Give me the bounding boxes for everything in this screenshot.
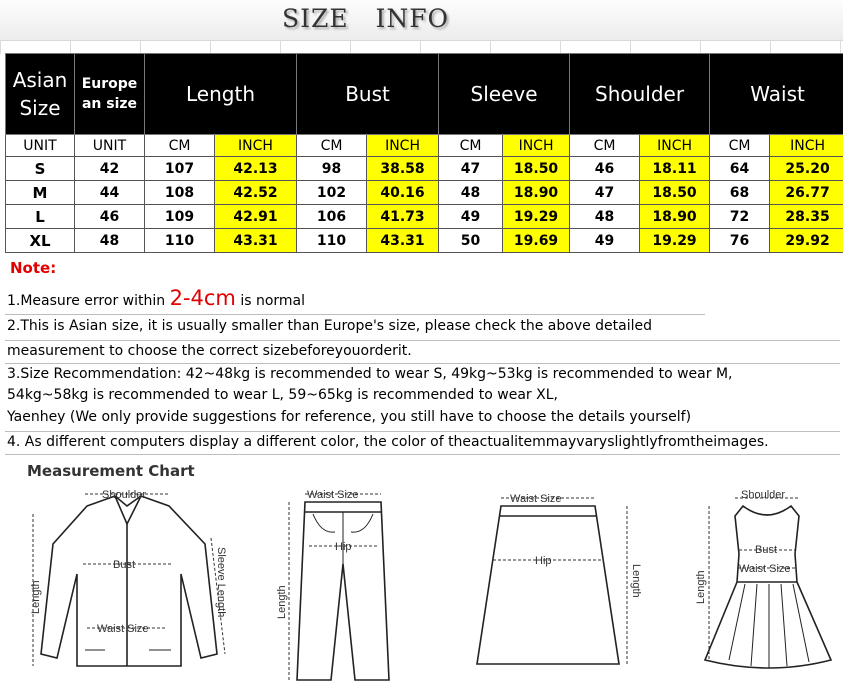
- table-row: [6, 205, 843, 229]
- note-4: 4. As different computers display a different color, the color of theactualitemmayvaryslightlyfromtheimages.: [7, 434, 769, 450]
- size-label: L: [6, 205, 75, 229]
- unit-cell: INCH: [367, 135, 439, 157]
- spreadsheet-gridlines: [0, 40, 843, 54]
- table-row: [6, 157, 843, 181]
- table-cell: 19.29: [503, 205, 570, 229]
- divider: [5, 340, 840, 341]
- europe-size-label-line2: an size: [82, 96, 137, 112]
- table-cell: 42.91: [215, 205, 297, 229]
- table-cell: 109: [145, 205, 215, 229]
- table-cell: 72: [710, 205, 770, 229]
- table-cell: 43.31: [215, 229, 297, 253]
- pants-hip-label: Hip: [335, 541, 352, 553]
- table-cell: 48: [570, 205, 640, 229]
- shoulder-header: Shoulder: [570, 54, 710, 135]
- note-2-line1: 2.This is Asian size, it is usually smaller than Europe's size, please check the above detailed: [7, 318, 652, 334]
- bust-header: Bust: [297, 54, 439, 135]
- size-label: XL: [6, 229, 75, 253]
- dress-bust-label: Bust: [755, 544, 777, 556]
- shirt-shoulder-label: Shoulder: [102, 489, 146, 501]
- table-cell: 25.20: [770, 157, 843, 181]
- dress-length-label: Length: [695, 570, 707, 604]
- unit-cell: INCH: [215, 135, 297, 157]
- unit-cell: INCH: [503, 135, 570, 157]
- table-row: [6, 229, 843, 253]
- shirt-length-label: Length: [30, 580, 42, 614]
- asian-size-header: [6, 54, 75, 135]
- shirt-bust-label: Bust: [113, 559, 135, 571]
- asian-size-label-line2: Size: [19, 96, 60, 120]
- table-cell: 106: [297, 205, 367, 229]
- table-cell: 19.69: [503, 229, 570, 253]
- divider: [5, 431, 840, 432]
- asian-size-label-line1: Asian: [13, 68, 68, 92]
- table-cell: 43.31: [367, 229, 439, 253]
- table-cell: 98: [297, 157, 367, 181]
- table-cell: 18.11: [640, 157, 710, 181]
- table-cell: 110: [145, 229, 215, 253]
- table-row: [6, 181, 843, 205]
- table-cell: 50: [439, 229, 503, 253]
- unit-cell: CM: [710, 135, 770, 157]
- table-cell: 29.92: [770, 229, 843, 253]
- table-cell: 19.29: [640, 229, 710, 253]
- table-cell: 18.90: [640, 205, 710, 229]
- shirt-waist-label: Waist Size: [97, 623, 149, 635]
- divider: [5, 314, 705, 315]
- unit-cell: UNIT: [75, 135, 145, 157]
- unit-row: [6, 135, 843, 157]
- length-header: Length: [145, 54, 297, 135]
- note-1: [7, 286, 305, 310]
- pants-waist-label: Waist Size: [307, 489, 359, 501]
- table-cell: 46: [570, 157, 640, 181]
- table-cell: 18.90: [503, 181, 570, 205]
- note-1-highlight: 2-4cm: [170, 286, 236, 310]
- sleeve-header: Sleeve: [439, 54, 570, 135]
- unit-cell: CM: [145, 135, 215, 157]
- table-cell: 26.77: [770, 181, 843, 205]
- skirt-diagram: [477, 506, 619, 664]
- table-cell: 40.16: [367, 181, 439, 205]
- table-cell: 46: [75, 205, 145, 229]
- table-cell: 42.52: [215, 181, 297, 205]
- dress-diagram: [705, 506, 831, 668]
- table-cell: 44: [75, 181, 145, 205]
- pants-length-label: Length: [276, 585, 288, 619]
- table-cell: 102: [297, 181, 367, 205]
- table-cell: 110: [297, 229, 367, 253]
- note-3-line1: 3.Size Recommendation: 42~48kg is recommended to wear S, 49kg~53kg is recommended to wear M,: [7, 366, 732, 382]
- pants-diagram: [297, 502, 389, 680]
- table-cell: 49: [570, 229, 640, 253]
- measurement-diagrams: [5, 454, 840, 688]
- table-cell: 48: [439, 181, 503, 205]
- table-cell: 107: [145, 157, 215, 181]
- europe-size-header: [75, 54, 145, 135]
- table-cell: 48: [75, 229, 145, 253]
- unit-cell: CM: [297, 135, 367, 157]
- table-cell: 47: [570, 181, 640, 205]
- table-cell: 64: [710, 157, 770, 181]
- note-3-line3: Yaenhey (We only provide suggestions for reference, you still have to choose the details yourself): [7, 409, 691, 425]
- table-cell: 41.73: [367, 205, 439, 229]
- measurement-chart: [5, 454, 840, 688]
- table-cell: 76: [710, 229, 770, 253]
- title-banner: [0, 0, 843, 41]
- note-title: Note:: [10, 259, 56, 277]
- unit-cell: CM: [439, 135, 503, 157]
- shirt-diagram: [41, 496, 217, 666]
- size-label: M: [6, 181, 75, 205]
- dress-measure-lines: [709, 498, 799, 660]
- table-cell: 49: [439, 205, 503, 229]
- pants-measure-lines: [289, 494, 381, 680]
- dress-shoulder-label: Shoulder: [741, 489, 785, 501]
- table-cell: 108: [145, 181, 215, 205]
- table-cell: 28.35: [770, 205, 843, 229]
- note-1-prefix: 1.Measure error within: [7, 293, 170, 309]
- measurement-chart-title: Measurement Chart: [27, 462, 195, 480]
- table-cell: 18.50: [503, 157, 570, 181]
- size-label: S: [6, 157, 75, 181]
- table-cell: 18.50: [640, 181, 710, 205]
- note-1-suffix: is normal: [236, 293, 305, 309]
- unit-cell: CM: [570, 135, 640, 157]
- europe-size-label-line1: Europe: [82, 76, 138, 92]
- unit-cell: UNIT: [6, 135, 75, 157]
- divider: [5, 363, 840, 364]
- skirt-waist-label: Waist Size: [510, 493, 562, 505]
- note-2-line2: measurement to choose the correct sizebeforeyouorderit.: [7, 343, 412, 359]
- dress-waist-label: Waist Size: [739, 563, 791, 575]
- table-cell: 42: [75, 157, 145, 181]
- note-3-line2: 54kg~58kg is recommended to wear L, 59~65kg is recommended to wear XL,: [7, 387, 558, 403]
- waist-header: Waist: [710, 54, 843, 135]
- skirt-length-label: Length: [630, 564, 642, 598]
- table-cell: 38.58: [367, 157, 439, 181]
- unit-cell: INCH: [640, 135, 710, 157]
- shirt-sleeve-label: Sleeve Length: [215, 547, 227, 617]
- table-cell: 47: [439, 157, 503, 181]
- table-cell: 42.13: [215, 157, 297, 181]
- page-title: SIZE INFO: [282, 4, 449, 33]
- table-cell: 68: [710, 181, 770, 205]
- size-table: [5, 53, 843, 253]
- skirt-hip-label: Hip: [535, 555, 552, 567]
- table-header-row: [6, 54, 843, 135]
- unit-cell: INCH: [770, 135, 843, 157]
